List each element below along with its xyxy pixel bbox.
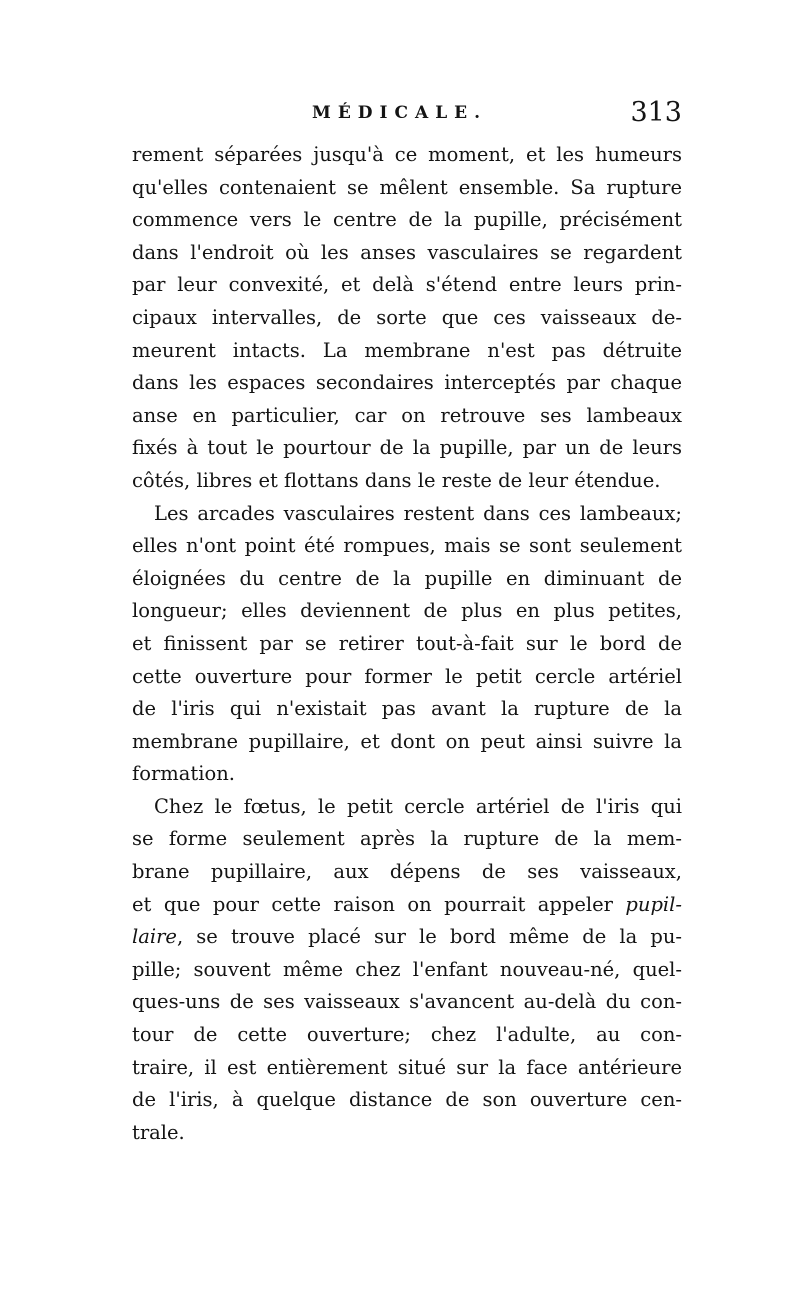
running-head: [132, 97, 682, 133]
text-line: par leur convexité, et delà s'étend entre leurs prin-: [132, 273, 682, 297]
text-line: se forme seulement après la rupture de la mem-: [132, 827, 682, 851]
text-line: meurent intacts. La membrane n'est pas détruite: [132, 338, 682, 362]
text-line: dans l'endroit où les anses vasculaires se regardent: [132, 240, 682, 264]
text-line: cette ouverture pour former le petit cercle artériel: [132, 664, 682, 688]
text-line: de l'iris qui n'existait pas avant la rupture de la: [132, 697, 682, 721]
text-line: et finissent par se retirer tout-à-fait sur le bord de: [132, 631, 682, 655]
text-line: longueur; elles deviennent de plus en plus petites,: [132, 599, 682, 623]
text-line: [132, 889, 682, 922]
text-line: dans les espaces secondaires interceptés par chaque: [132, 371, 682, 395]
text-line: ques-uns de ses vaisseaux s'avancent au-delà du con-: [132, 990, 682, 1014]
page-number: 313: [630, 97, 682, 128]
text-line: côtés, libres et flottans dans le reste de leur étendue.: [132, 468, 661, 492]
text-line: Chez le fœtus, le petit cercle artériel de l'iris qui: [154, 794, 682, 818]
text-line: pille; souvent même chez l'enfant nouveau-né, quel-: [132, 957, 682, 981]
running-title: MÉDICALE.: [312, 103, 488, 123]
text-line: tour de cette ouverture; chez l'adulte, au con-: [132, 1023, 682, 1047]
text-line: éloignées du centre de la pupille en diminuant de: [132, 566, 682, 590]
italic-word: laire: [132, 925, 177, 949]
text-line: qu'elles contenaient se mêlent ensemble. Sa rupture: [132, 175, 682, 199]
text-line: brane pupillaire, aux dépens de ses vaisseaux,: [132, 860, 682, 884]
text-line: commence vers le centre de la pupille, précisément: [132, 208, 682, 232]
text-segment: , se trouve placé sur le bord même de la pu-: [176, 925, 682, 949]
text-line: anse en particulier, car on retrouve ses lambeaux: [132, 403, 682, 427]
text-line: trale.: [132, 1120, 185, 1144]
text-line: traire, il est entièrement situé sur la face antérieure: [132, 1055, 682, 1079]
text-line: Les arcades vasculaires restent dans ces lambeaux;: [154, 501, 682, 525]
italic-word: pupil-: [625, 892, 682, 916]
text-line: rement séparées jusqu'à ce moment, et les humeurs: [132, 143, 682, 166]
text-line: formation.: [132, 762, 235, 786]
text-line: [132, 921, 682, 954]
text-segment: et que pour cette raison on pourrait appeler: [132, 892, 626, 916]
text-line: fixés à tout le pourtour de la pupille, par un de leurs: [132, 436, 682, 460]
text-line: elles n'ont point été rompues, mais se sont seulement: [132, 534, 682, 558]
text-line: cipaux intervalles, de sorte que ces vaisseaux de-: [132, 305, 682, 329]
text-line: membrane pupillaire, et dont on peut ainsi suivre la: [132, 729, 682, 753]
body-text: [132, 139, 682, 1149]
text-line: de l'iris, à quelque distance de son ouverture cen-: [132, 1088, 682, 1112]
